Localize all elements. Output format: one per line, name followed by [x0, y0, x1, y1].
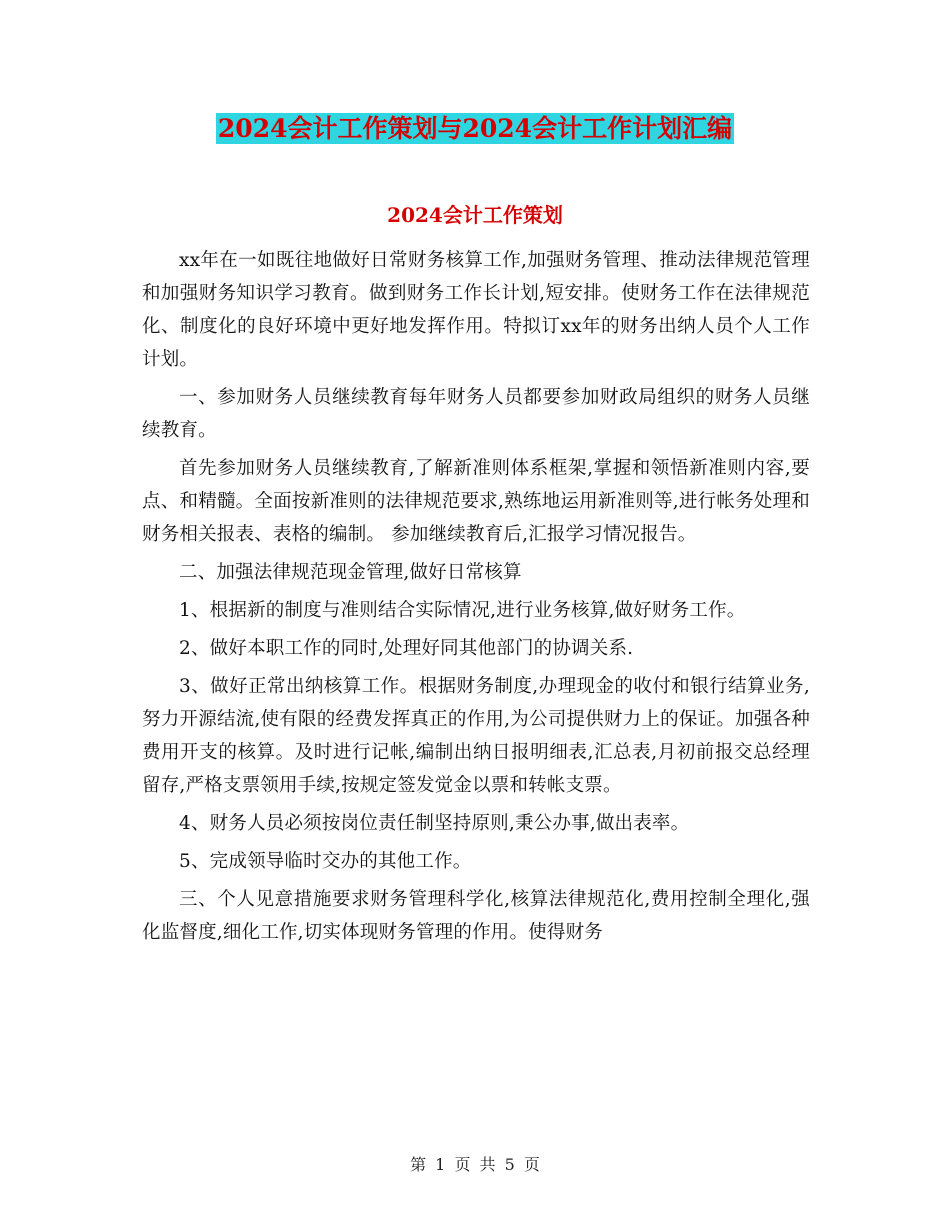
paragraph: 三、个人见意措施要求财务管理科学化,核算法律规范化,费用控制全理化,强化监督度,细化工作,切实体现财务管理的作用。使得财务 — [142, 889, 810, 943]
document-title — [0, 112, 950, 146]
paragraph: xx年在一如既往地做好日常财务核算工作,加强财务管理、推动法律规范管理和加强财务知识学习教育。做到财务工作长计划,短安排。使财务工作在法律规范化、制度化的良好环境中更好地发挥作用。特拟订xx年的财务出纳人员个人工作计划。 — [142, 250, 810, 370]
document-body — [142, 244, 810, 954]
paragraph: 二、加强法律规范现金管理,做好日常核算 — [179, 562, 522, 583]
page-footer: 第 1 页 共 5 页 — [410, 1155, 540, 1174]
paragraph: 4、财务人员必须按岗位责任制坚持原则,秉公办事,做出表率。 — [179, 813, 690, 834]
paragraph: 3、做好正常出纳核算工作。根据财务制度,办理现金的收付和银行结算业务,努力开源结流,使有限的经费发挥真正的作用,为公司提供财力上的保证。加强各种费用开支的核算。及时进行记帐,编制出纳日报明细表,汇总表,月初前报交总经理留存,严格支票领用手续,按规定签发觉金以票和转帐支票。 — [142, 676, 810, 796]
paragraph: 1、根据新的制度与准则结合实际情况,进行业务核算,做好财务工作。 — [179, 600, 746, 621]
document-title-text: 2024会计工作策划与2024会计工作计划汇编 — [217, 114, 733, 143]
paragraph: 首先参加财务人员继续教育,了解新准则体系框架,掌握和领悟新准则内容,要点、和精髓。全面按新准则的法律规范要求,熟练地运用新准则等,进行帐务处理和财务相关报表、表格的编制。 参加继续教育后,汇报学习情况报告。 — [142, 458, 810, 545]
section-title: 2024会计工作策划 — [387, 203, 563, 227]
paragraph: 2、做好本职工作的同时,处理好同其他部门的协调关系. — [179, 638, 634, 659]
paragraph: 一、参加财务人员继续教育每年财务人员都要参加财政局组织的财务人员继续教育。 — [142, 387, 810, 441]
paragraph: 5、完成领导临时交办的其他工作。 — [179, 851, 472, 872]
